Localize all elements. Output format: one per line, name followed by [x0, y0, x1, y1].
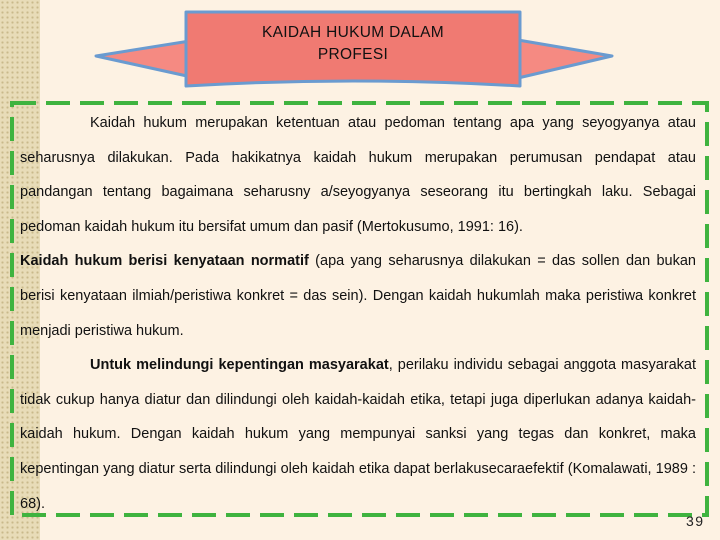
paragraph-2-bold: Kaidah hukum berisi kenyataan normatif — [20, 253, 309, 270]
paragraph-3-bold: Untuk melindungi kepentingan masyarakat — [90, 357, 389, 374]
banner-left-tail — [96, 40, 196, 78]
paragraph-3-text: , perilaku individu sebagai anggota masyarakat tidak cukup hanya diatur dan dilindungi oleh kaidah-kaidah etika, tetapi juga diperlukan adanya kaidah-kaidah hukum. Dengan kaidah hukum yang mempunyai sanksi yang tegas dan konkret, maka kepentingan yang diatur serta dilindungi oleh kaidah etika dapat berlakusecaraefektif (Komalawati, 1989 : 68). — [20, 357, 696, 512]
banner-right-tail — [518, 40, 612, 78]
title-line-2: PROFESI — [317, 46, 389, 63]
slide-body — [20, 106, 696, 521]
paragraph-kenyataan-normatif — [20, 244, 696, 348]
slide-title — [186, 22, 520, 66]
paragraph-2-text: (apa yang seharusnya dilakukan = das sollen dan bukan berisi kenyataan ilmiah/peristiwa konkret = das sein). Dengan kaidah hukumlah maka peristiwa konkret menjadi peristiwa hukum. — [20, 253, 696, 339]
page-number: 39 — [686, 513, 705, 529]
paragraph-melindungi-kepentingan — [20, 348, 696, 521]
paragraph-kaidah-hukum — [20, 106, 696, 244]
paragraph-1-text: Kaidah hukum merupakan ketentuan atau pedoman tentang apa yang seyogyanya atau seharusnya dilakukan. Pada hakikatnya kaidah hukum merupakan perumusan pendapat atau pandangan tentang bagaimana seharusny a/seyogyanya seseorang itu bertingkah laku. Sebagai pedoman kaidah hukum itu bersifat umum dan pasif (Mertokusumo, 1991: 16). — [20, 115, 696, 235]
title-line-1: KAIDAH HUKUM DALAM — [262, 24, 444, 41]
